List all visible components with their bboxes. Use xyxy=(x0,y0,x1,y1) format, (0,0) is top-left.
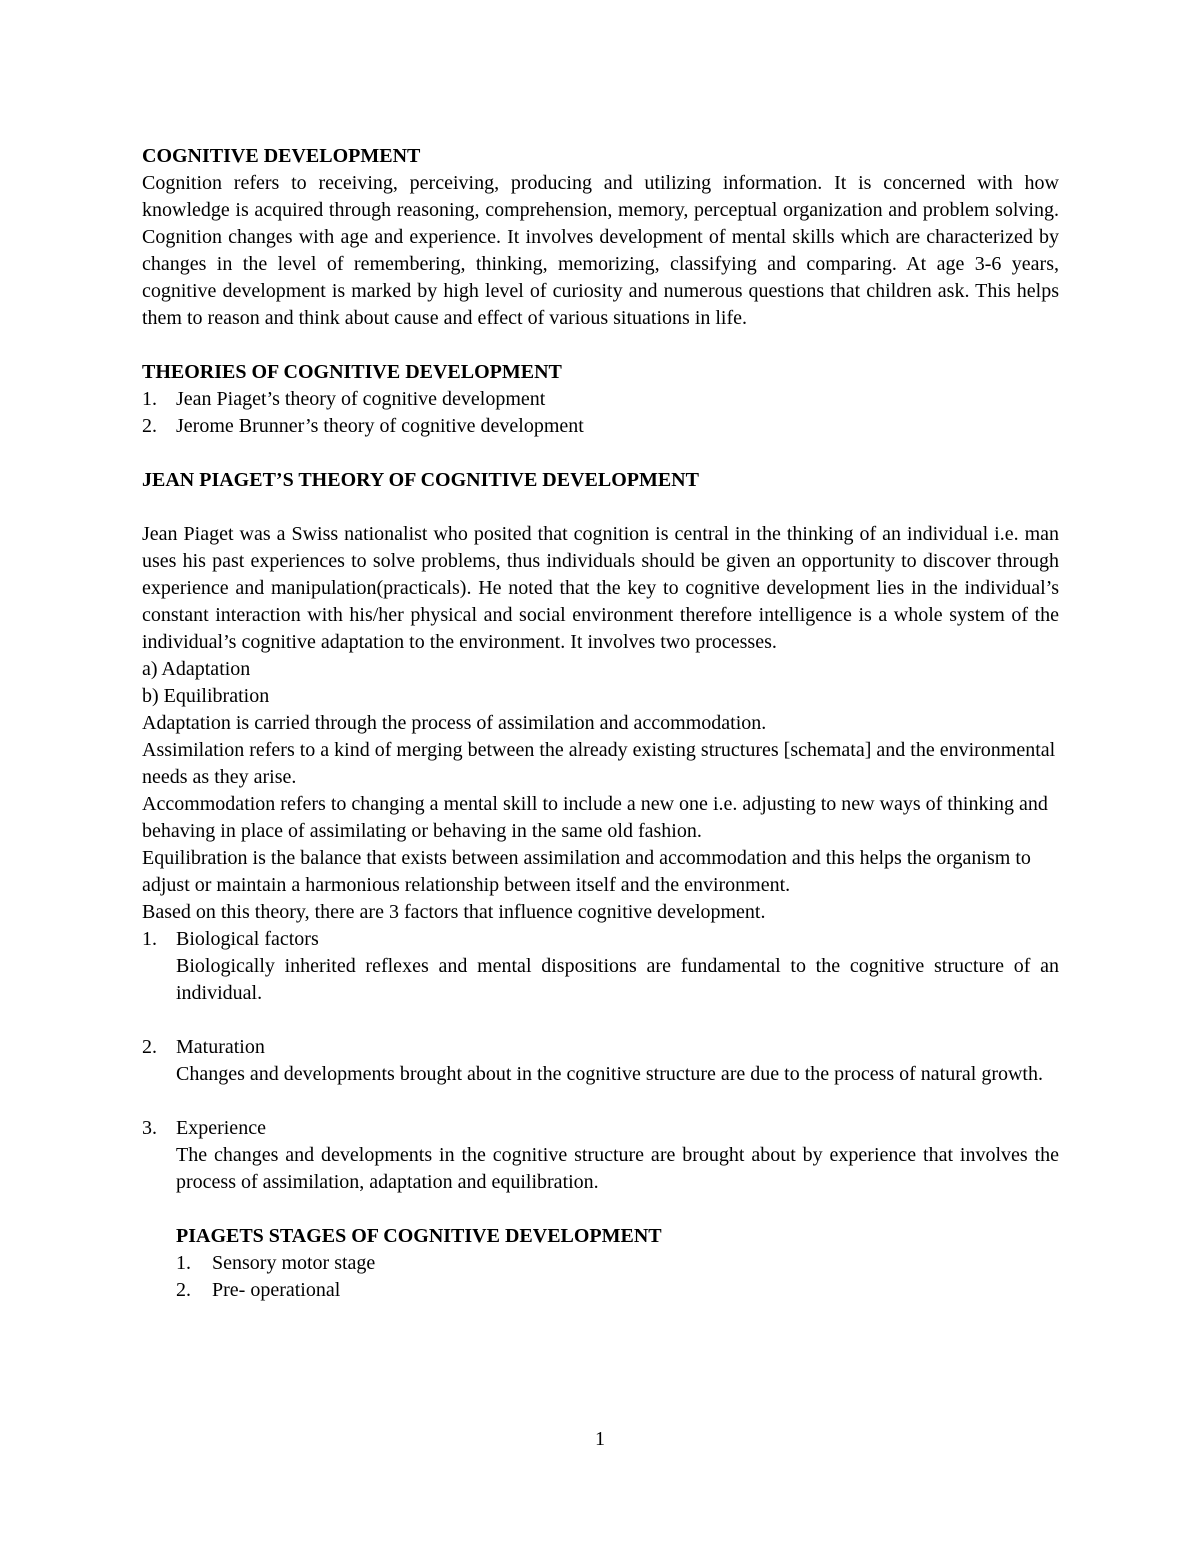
factor-title: Maturation xyxy=(176,1036,265,1058)
heading-piaget-stages: PIAGETS STAGES OF COGNITIVE DEVELOPMENT xyxy=(176,1225,662,1247)
heading-theories: THEORIES OF COGNITIVE DEVELOPMENT xyxy=(142,361,562,383)
list-item: 1. Sensory motor stage xyxy=(176,1252,376,1274)
adaptation-line: Adaptation is carried through the process of assimilation and accommodation. xyxy=(142,712,767,734)
list-item: 2. Jerome Brunner’s theory of cognitive development xyxy=(142,415,584,437)
factor-title: Biological factors xyxy=(176,928,319,950)
cognition-paragraph: Cognition refers to receiving, perceiving, producing and utilizing information. It is concerned with how knowledge is acquired through reasoning, comprehension, memory, perceptual organization and problem solving. Cognition changes with age and experience. It involves development of mental skills which are characterized by changes in the level of remembering, thinking, memorizing, classifying and comparing. At age 3-6 years, cognitive development is marked by high level of curiosity and numerous questions that children ask. This helps them to reason and think about cause and effect of various situations in life. xyxy=(142,172,1059,329)
piaget-intro-paragraph: Jean Piaget was a Swiss nationalist who posited that cognition is central in the thinking of an individual i.e. man uses his past experiences to solve problems, thus individuals should be given an opportunity to discover through experience and manipulation(practicals). He noted that the key to cognitive development lies in the individual’s constant interaction with his/her physical and social environment therefore intelligence is a whole system of the individual’s cognitive adaptation to the environment. It involves two processes. xyxy=(142,523,1059,653)
theories-list xyxy=(142,386,1059,440)
factor-description: Biologically inherited reflexes and mental dispositions are fundamental to the cognitive structure of an individual. xyxy=(176,955,1059,1004)
equilibration-line: Equilibration is the balance that exists between assimilation and accommodation and this helps the organism to adjust or maintain a harmonious relationship between itself and the environment. xyxy=(142,847,1031,896)
list-item: 2. Pre- operational xyxy=(176,1279,341,1301)
stages-section xyxy=(142,1223,1059,1304)
factor-description: Changes and developments brought about in the cognitive structure are due to the process of natural growth. xyxy=(176,1063,1043,1085)
factor-title: Experience xyxy=(176,1117,266,1139)
heading-cognitive-development: COGNITIVE DEVELOPMENT xyxy=(142,145,421,167)
factor-item: 2. Maturation Changes and developments brought about in the cognitive structure are due to the process of natural growth. xyxy=(142,1034,1059,1115)
factor-item: 3. Experience The changes and developments in the cognitive structure are brought about by experience that involves the process of assimilation, adaptation and equilibration. xyxy=(142,1115,1059,1223)
factor-description: The changes and developments in the cognitive structure are brought about by experience that involves the process of assimilation, adaptation and equilibration. xyxy=(176,1144,1059,1193)
process-a: a) Adaptation xyxy=(142,658,251,680)
process-b: b) Equilibration xyxy=(142,685,270,707)
heading-piaget-theory: JEAN PIAGET’S THEORY OF COGNITIVE DEVELOPMENT xyxy=(142,469,699,491)
assimilation-line: Assimilation refers to a kind of merging between the already existing structures [schemata] and the environmental needs as they arise. xyxy=(142,739,1056,788)
factor-item: 1. Biological factors Biologically inherited reflexes and mental dispositions are fundamental to the cognitive structure of an individual. xyxy=(142,926,1059,1034)
accommodation-line: Accommodation refers to changing a mental skill to include a new one i.e. adjusting to new ways of thinking and behaving in place of assimilating or behaving in the same old fashion. xyxy=(142,793,1048,842)
page-number: 1 xyxy=(595,1428,605,1450)
factors-list xyxy=(142,926,1059,1223)
document-page xyxy=(142,143,1059,1304)
list-item: 1. Jean Piaget’s theory of cognitive development xyxy=(142,388,546,410)
stages-list xyxy=(176,1250,1059,1304)
factors-intro-line: Based on this theory, there are 3 factors that influence cognitive development. xyxy=(142,901,766,923)
